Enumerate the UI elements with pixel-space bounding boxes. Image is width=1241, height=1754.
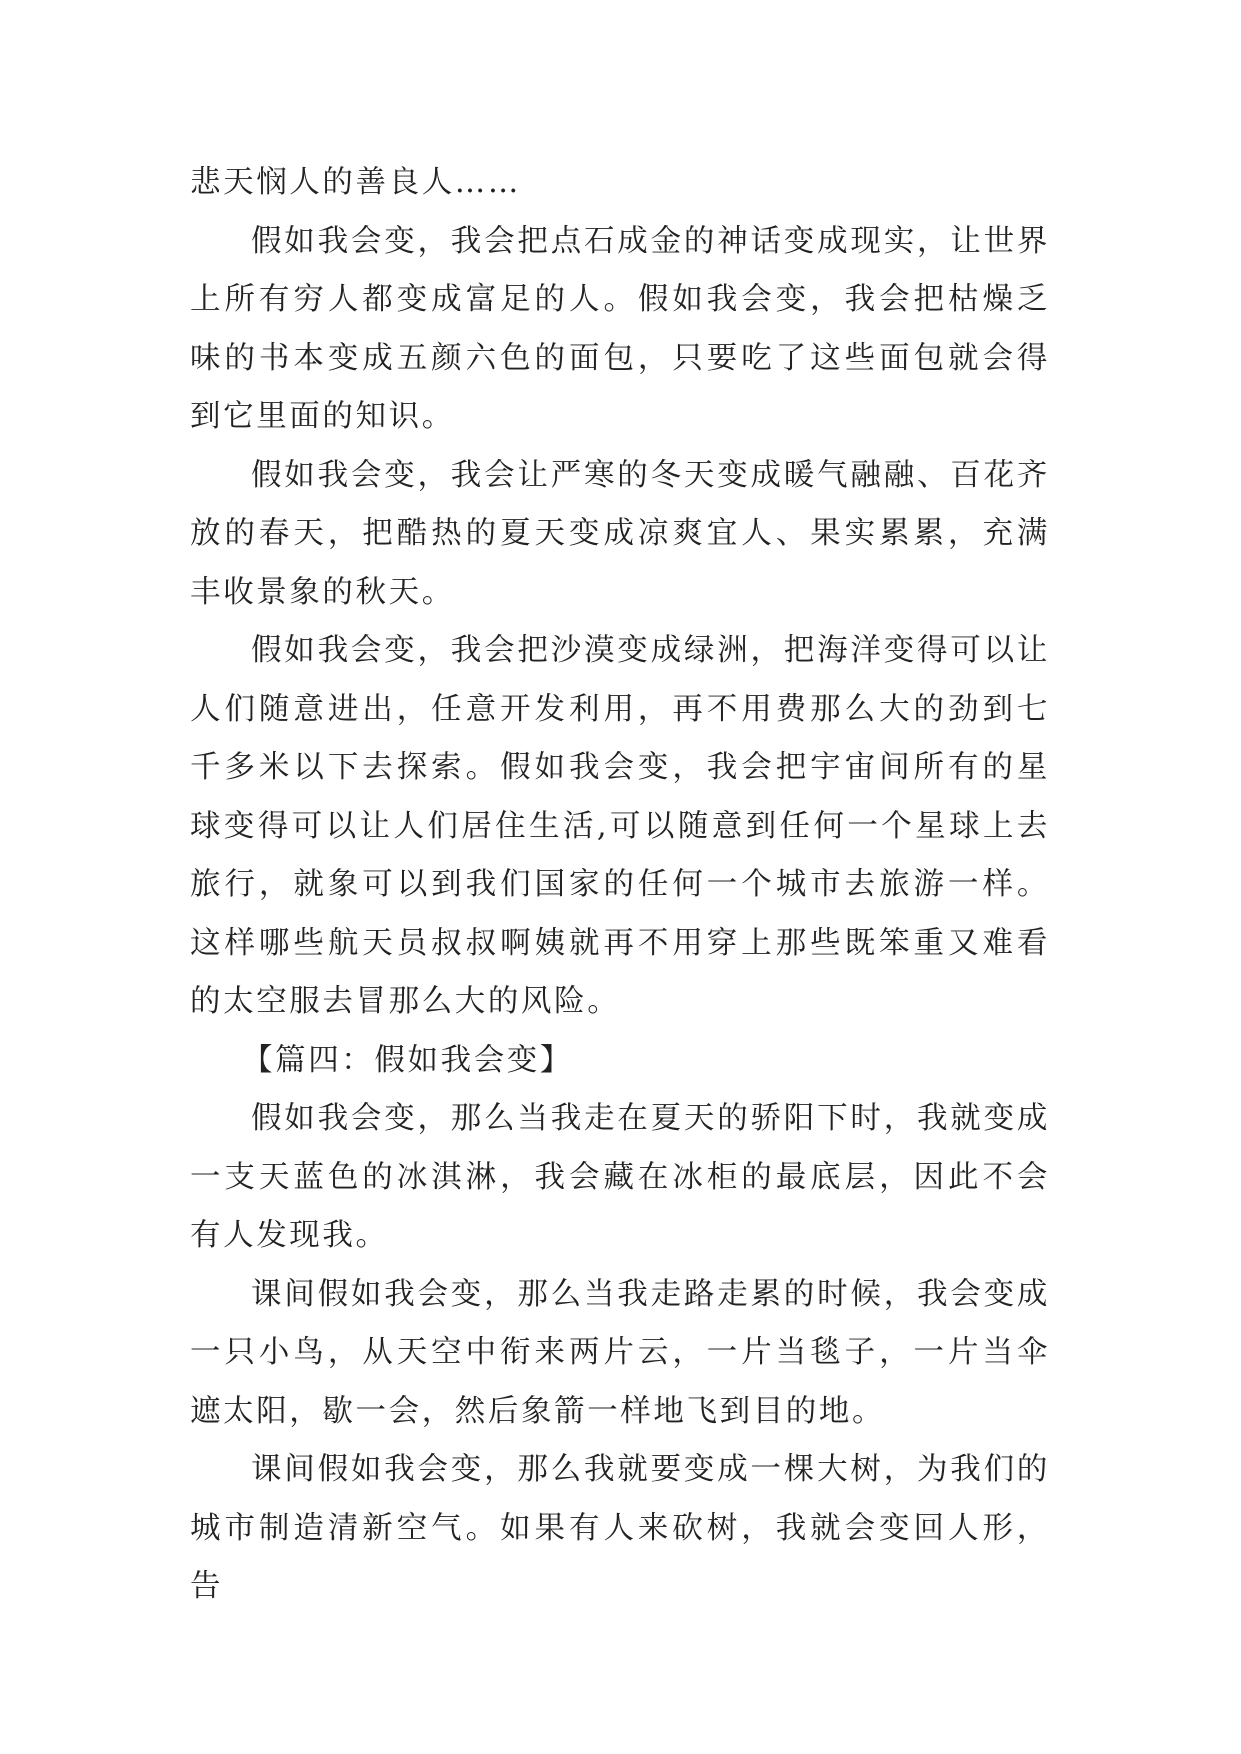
paragraph: 假如我会变，那么当我走在夏天的骄阳下时，我就变成一支天蓝色的冰淇淋，我会藏在冰柜的最底层，因此不会有人发现我。: [190, 1101, 1050, 1253]
paragraph: 课间假如我会变，那么我就要变成一棵大树，为我们的城市制造清新空气。如果有人来砍树，我就会变回人形，告: [190, 1452, 1050, 1604]
paragraph: 悲天悯人的善良人……: [190, 165, 521, 200]
paragraph: 假如我会变，我会把沙漠变成绿洲，把海洋变得可以让人们随意进出，任意开发利用，再不用费那么大的劲到七千多米以下去探索。假如我会变，我会把宇宙间所有的星球变得可以让人们居住生活,可以随意到任何一个星球上去旅行，就象可以到我们国家的任何一个城市去旅游一样。这样哪些航天员叔叔啊姨就再不用穿上那些既笨重又难看的太空服去冒那么大的风险。: [190, 633, 1050, 1019]
document-body: [190, 154, 1050, 1617]
paragraph: 假如我会变，我会把点石成金的神话变成现实，让世界上所有穷人都变成富足的人。假如我会变，我会把枯燥乏味的书本变成五颜六色的面包，只要吃了这些面包就会得到它里面的知识。: [190, 223, 1050, 434]
paragraph: 假如我会变，我会让严寒的冬天变成暖气融融、百花齐放的春天，把酷热的夏天变成凉爽宜人、果实累累，充满丰收景象的秋天。: [190, 457, 1050, 610]
section-heading: 【篇四：假如我会变】: [242, 1042, 573, 1078]
paragraph: 课间假如我会变，那么当我走路走累的时候，我会变成一只小鸟，从天空中衔来两片云，一片当毯子，一片当伞遮太阳，歇一会，然后象箭一样地飞到目的地。: [190, 1276, 1050, 1429]
